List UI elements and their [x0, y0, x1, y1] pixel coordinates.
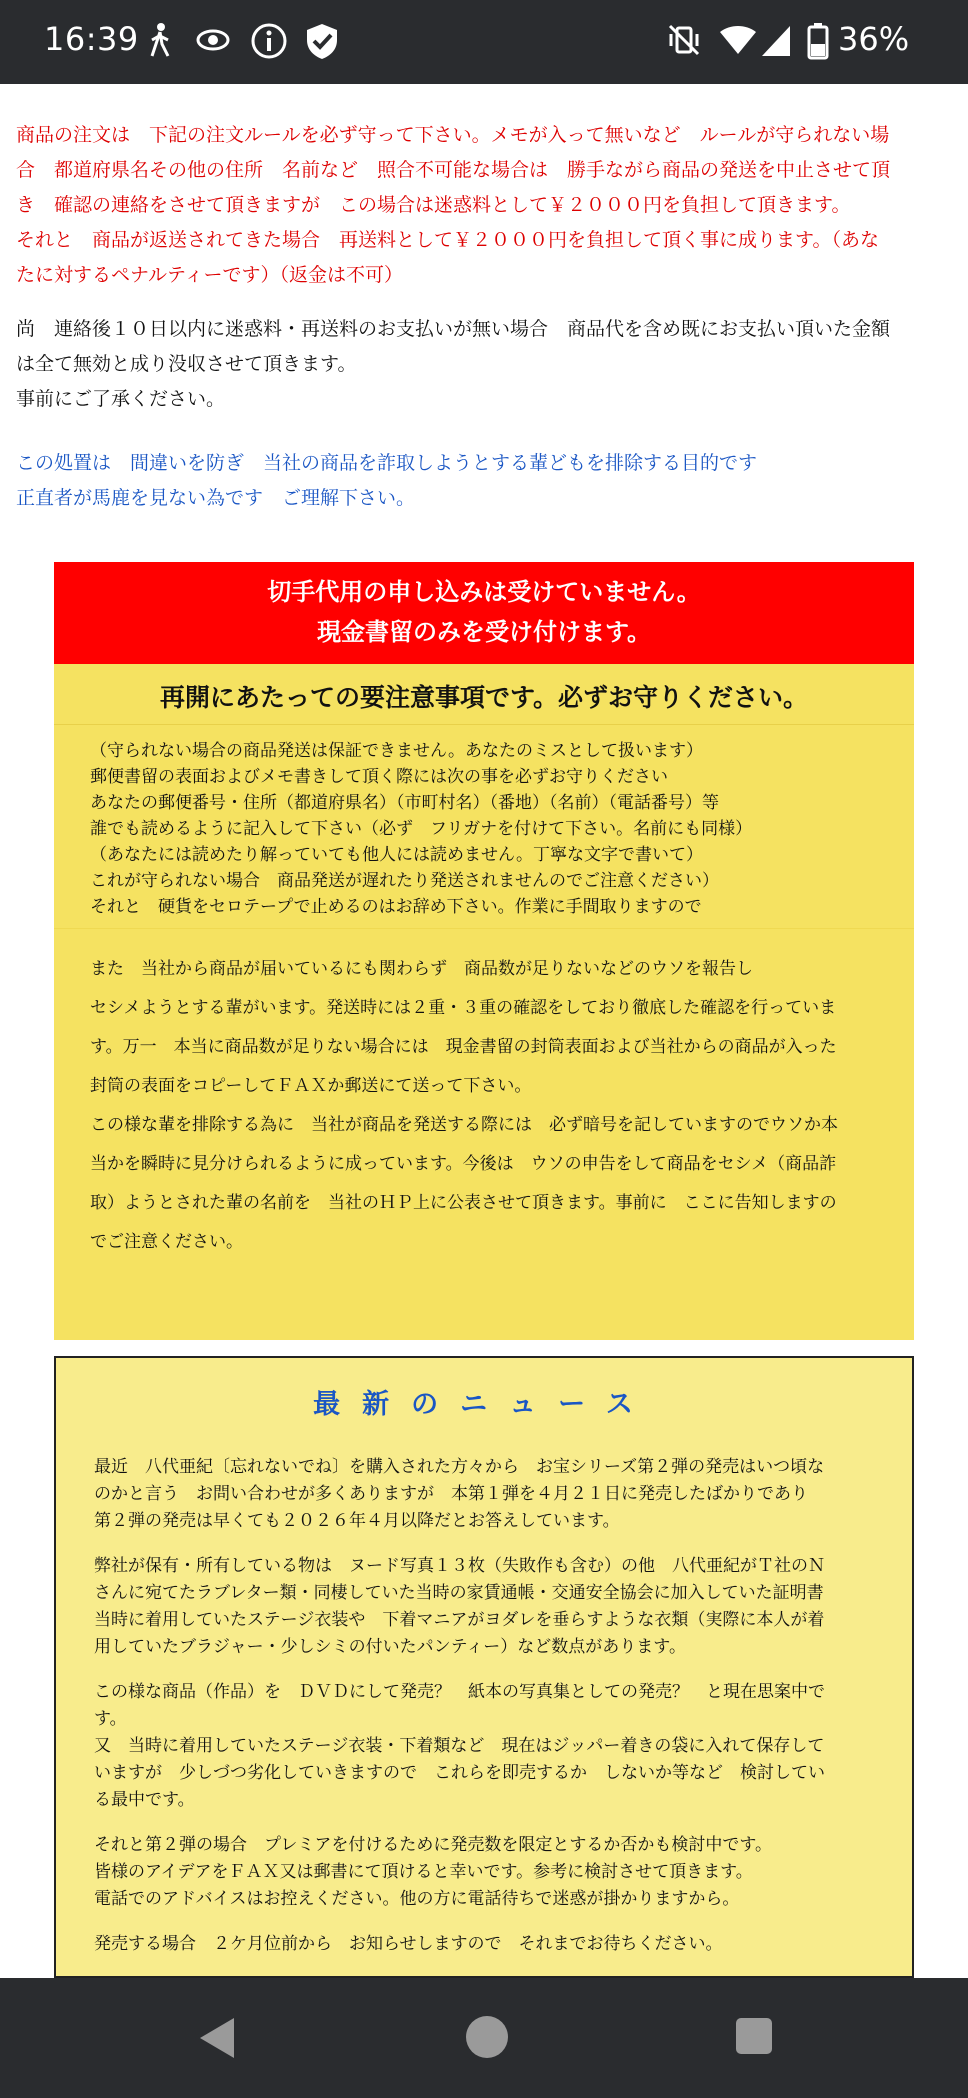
text-line: 電話でのアドバイスはお控えください。他の方に電話待ちで迷惑が掛かりますから。	[94, 1889, 740, 1909]
text-line: この様な商品（作品）を ＤＶＤにして発売？ 紙本の写真集としての発売？ と現在思案中で	[94, 1682, 825, 1702]
text-line: 正直者が馬鹿を見ない為です ご理解下さい。	[16, 487, 416, 509]
divider	[54, 928, 914, 929]
purpose-notice	[16, 446, 952, 516]
status-bar	[0, 0, 968, 84]
text-line: さんに宛てたラブレター類・同棲していた当時の家賃通帳・交通安全協会に加入していた証明書	[94, 1583, 824, 1603]
battery-percent: 36%	[838, 20, 910, 58]
text-line: 事前にご了承ください。	[16, 388, 226, 410]
news-paragraph	[94, 1553, 884, 1661]
web-page	[0, 84, 968, 1978]
text-line: 最近 八代亜紀〔忘れないでね〕を購入された方々から お宝シリーズ第２弾の発売はいつ頃な	[94, 1457, 825, 1477]
text-line: は全て無効と成り没収させて頂きます。	[16, 353, 357, 375]
info-icon	[250, 22, 288, 64]
text-line: これが守られない場合 商品発送が遅れたり発送されませんのでご注意ください）	[90, 871, 719, 891]
news-body	[94, 1454, 884, 1976]
text-line: 尚 連絡後１０日以内に迷惑料・再送料のお支払いが無い場合 商品代を含め既にお支払い頂いた金額	[16, 318, 891, 340]
battery-icon	[806, 22, 830, 64]
text-line: 誰でも読めるように記入して下さい（必ず フリガナを付けて下さい。名前にも同様）	[90, 819, 753, 839]
caution-heading: 再開にあたっての要注意事項です。必ずお守りください。	[159, 683, 808, 712]
text-line: 発売する場合 ２ケ月位前から お知らせしますので それまでお待ちください。	[94, 1934, 723, 1954]
text-line: 取）ようとされた輩の名前を 当社のＨＰ上に公表させて頂きます。事前に ここに告知しますの	[90, 1193, 837, 1213]
text-line: 郵便書留の表面およびメモ書きして頂く際には次の事を必ずお守りください	[90, 767, 668, 787]
cash-only-banner	[54, 562, 914, 664]
text-line: また 当社から商品が届いているにも関わらず 商品数が足りないなどのウソを報告し	[90, 959, 753, 979]
text-line: 皆様のアイデアをＦＡＸ又は郵書にて頂けると幸いです。参考に検討させて頂きます。	[94, 1862, 753, 1882]
text-line: それと 硬貨をセロテープで止めるのはお辞め下さい。作業に手間取りますので	[90, 897, 702, 917]
text-line: （守られない場合の商品発送は保証できません。あなたのミスとして扱います）	[90, 741, 704, 761]
banner-line: 切手代用の申し込みは受けていません。	[267, 578, 701, 606]
caution-box	[54, 664, 914, 1340]
walking-icon	[148, 22, 172, 62]
news-paragraph	[94, 1679, 884, 1814]
text-line: る最中です。	[94, 1790, 195, 1810]
caution-paragraph	[90, 950, 900, 1262]
text-line: この様な輩を排除する為に 当社が商品を発送する際には 必ず暗号を記していますのでウソか本	[90, 1115, 838, 1135]
text-line: 合 都道府県名その他の住所 名前など 照合不可能な場合は 勝手ながら商品の発送を中止させて頂	[16, 159, 891, 181]
banner-line: 現金書留のみを受け付けます。	[316, 618, 652, 646]
payment-notice	[16, 312, 952, 417]
wifi-icon	[718, 22, 758, 62]
shield-icon	[304, 22, 340, 64]
news-paragraph	[94, 1832, 884, 1913]
news-title: 最新のニュース	[313, 1389, 655, 1420]
order-rules-notice	[16, 118, 952, 293]
text-line: 弊社が保有・所有している物は ヌード写真１３枚（失敗作も含む）の他 八代亜紀がＴ社のＮ	[94, 1556, 825, 1576]
news-box	[54, 1356, 914, 1978]
text-line: たに対するペナルティーです）（返金は不可）	[16, 264, 404, 286]
text-line: 封筒の表面をコピーしてＦＡＸか郵送にて送って下さい。	[90, 1076, 532, 1096]
text-line: 当かを瞬時に見分けられるように成っています。今後は ウソの申告をして商品をセシメ（商品詐	[90, 1154, 837, 1174]
news-paragraph	[94, 1454, 884, 1535]
text-line: （あなたには読めたり解っていても他人には読めません。丁寧な文字で書いて）	[90, 845, 704, 865]
text-line: す。万一 本当に商品数が足りない場合には 現金書留の封筒表面および当社からの商品が入った	[90, 1037, 837, 1057]
text-line: でご注意ください。	[90, 1232, 243, 1252]
clock: 16:39	[44, 20, 139, 58]
home-icon[interactable]	[464, 2014, 510, 2064]
text-line: この処置は 間違いを防ぎ 当社の商品を詐取しようとする輩どもを排除する目的です	[16, 452, 758, 474]
text-line: 当時に着用していたステージ衣装や 下着マニアがヨダレを垂らすような衣類（実際に本人が着	[94, 1610, 825, 1630]
text-line: あなたの郵便番号・住所（都道府県名）（市町村名）（番地）（名前）（電話番号）等	[90, 793, 719, 813]
text-line: いますが 少しづつ劣化していきますので これらを即売するか しないか等など 検討してい	[94, 1763, 825, 1783]
text-line: 商品の注文は 下記の注文ルールを必ず守って下さい。メモが入って無いなど ルールが守られない場	[16, 124, 890, 146]
vibrate-off-icon	[666, 22, 702, 62]
text-line: それと第２弾の場合 プレミアを付けるために発売数を限定とするか否かも検討中です。	[94, 1835, 772, 1855]
text-line: のかと言う お問い合わせが多くありますが 本第１弾を４月２１日に発売したばかりであり	[94, 1484, 808, 1504]
text-line: き 確認の連絡をさせて頂きますが この場合は迷惑料として￥２０００円を負担して頂きます。	[16, 194, 851, 216]
recents-icon[interactable]	[732, 2014, 776, 2062]
text-line: 用していたブラジャー・少しシミの付いたパンティー）など数点があります。	[94, 1637, 686, 1657]
text-line: 第２弾の発売は早くても２０２６年４月以降だとお答えしています。	[94, 1511, 620, 1531]
back-icon[interactable]	[196, 2014, 240, 2066]
text-line: それと 商品が返送されてきた場合 再送料として￥２０００円を負担して頂く事に成ります。（あな	[16, 229, 879, 251]
navigation-bar	[0, 1978, 968, 2098]
text-line: す。	[94, 1709, 127, 1729]
news-paragraph	[94, 1931, 884, 1958]
text-line: 又 当時に着用していたステージ衣装・下着類など 現在はジッパー着きの袋に入れて保存して	[94, 1736, 825, 1756]
caution-list	[90, 738, 900, 920]
divider	[54, 724, 914, 725]
text-line: セシメようとする輩がいます。発送時には２重・３重の確認をしており徹底した確認を行っていま	[90, 998, 837, 1018]
signal-icon	[760, 22, 792, 62]
eye-icon	[196, 22, 230, 62]
